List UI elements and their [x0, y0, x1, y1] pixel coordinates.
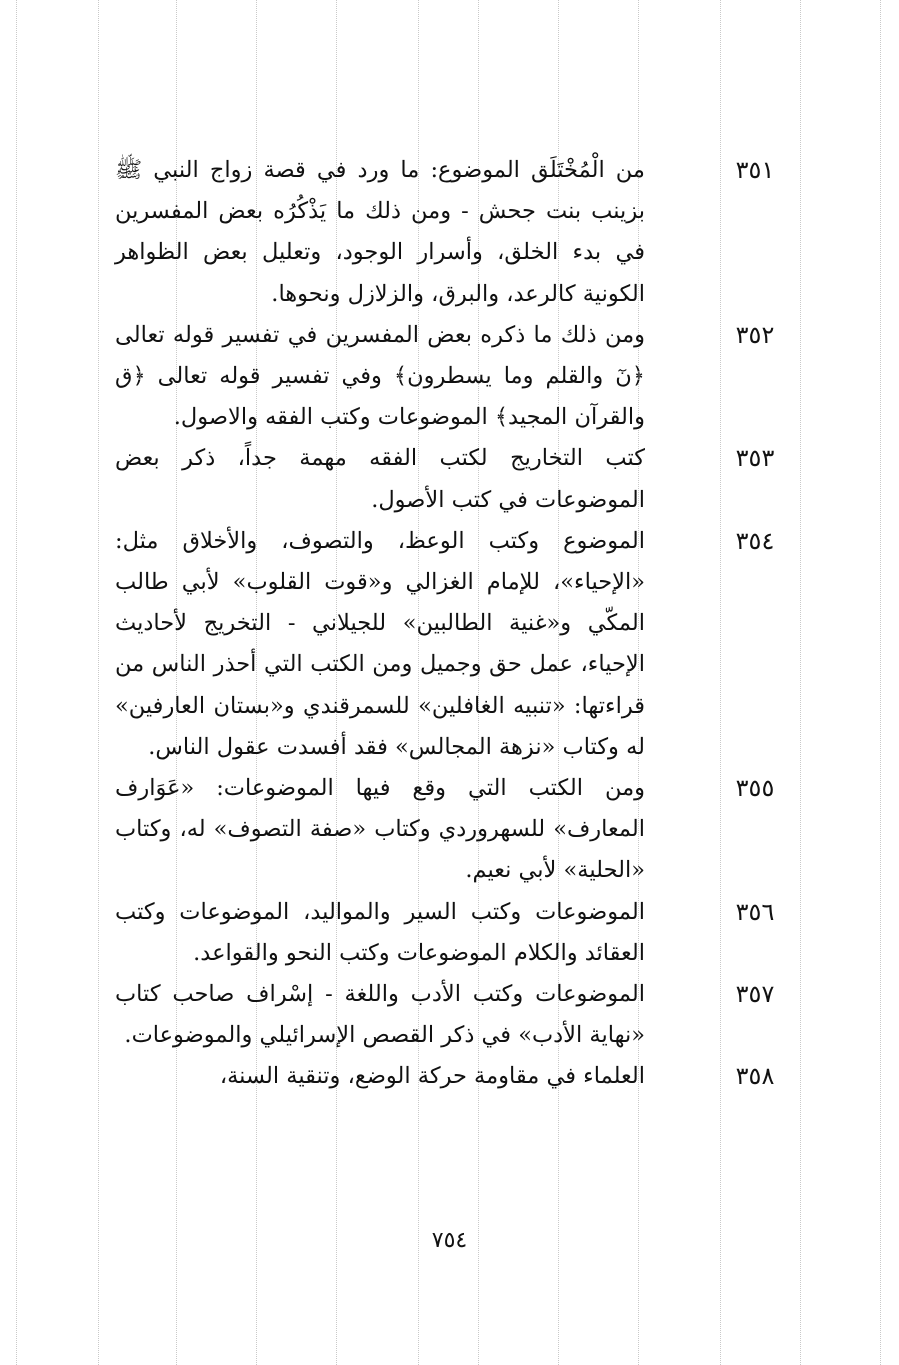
entry-page-number: ٣٥٥: [735, 774, 775, 803]
index-entry: [0, 768, 899, 892]
entry-description: الموضوعات وكتب السير والمواليد، الموضوعات وكتب العقائد والكلام الموضوعات وكتب النحو والقواعد.: [115, 898, 645, 966]
index-entry: [0, 438, 899, 520]
entry-page-number: ٣٥٢: [735, 320, 775, 349]
entry-description: من الْمُخْتَلَق الموضوع: ما ورد في قصة زواج النبي ﷺ بزينب بنت جحش - ومن ذلك ما يَذْكُرُه بعض المفسرين في بدء الخلق، وأسرار الوجود، وتعليل بعض الظواهر الكونية كالرعد، والبرق، والزلازل ونحوها.: [115, 157, 645, 307]
index-entry: [0, 521, 899, 768]
index-entry: [0, 974, 899, 1056]
entry-description: ومن الكتب التي وقع فيها الموضوعات: «عَوَارف المعارف» للسهروردي وكتاب «صفة التصوف» له، وكتاب «الحلية» لأبي نعيم.: [115, 775, 645, 884]
entry-description: العلماء في مقاومة حركة الوضع، وتنقية السنة،: [219, 1063, 645, 1090]
index-entry: [0, 150, 899, 315]
index-entry: [0, 1056, 899, 1097]
entry-page-number: ٣٥٤: [735, 526, 775, 555]
entry-page-number: ٣٥٦: [735, 897, 775, 926]
entry-page-number: ٣٥١: [735, 156, 775, 184]
entry-description: الموضوع وكتب الوعظ، والتصوف، والأخلاق مثل: «الإحياء»، للإمام الغزالي و«قوت القلوب» لأبي طالب المكّي و«غنية الطالبين» للجيلاني - التخريج لأحاديث الإحياء، عمل حق وجميل ومن الكتب التي أحذر الناس من قراءتها: «تنبيه الغافلين» للسمرقندي و«بستان العارفين» له وكتاب «نزهة المجالس» فقد أفسدت عقول الناس.: [115, 527, 645, 760]
index-entry: [0, 892, 899, 974]
page-footer-number: ٧٥٤: [431, 1228, 468, 1253]
entry-page-number: ٣٥٨: [735, 1062, 775, 1091]
entry-page-number: ٣٥٧: [735, 980, 775, 1009]
index-entry: [0, 315, 899, 439]
index-page: [0, 150, 899, 1098]
entry-page-number: ٣٥٣: [735, 444, 775, 473]
entry-description: الموضوعات وكتب الأدب واللغة - إسْراف صاحب كتاب «نهاية الأدب» في ذكر القصص الإسرائيلي والموضوعات.: [115, 981, 645, 1049]
entry-description: ومن ذلك ما ذكره بعض المفسرين في تفسير قوله تعالى ﴿نٓ والقلم وما يسطرون﴾ وفي تفسير قوله تعالى ﴿ق والقرآن المجيد﴾ الموضوعات وكتب الفقه والاصول.: [115, 321, 645, 431]
entry-description: كتب التخاريج لكتب الفقه مهمة جداً، ذكر بعض الموضوعات في كتب الأصول.: [115, 445, 645, 513]
